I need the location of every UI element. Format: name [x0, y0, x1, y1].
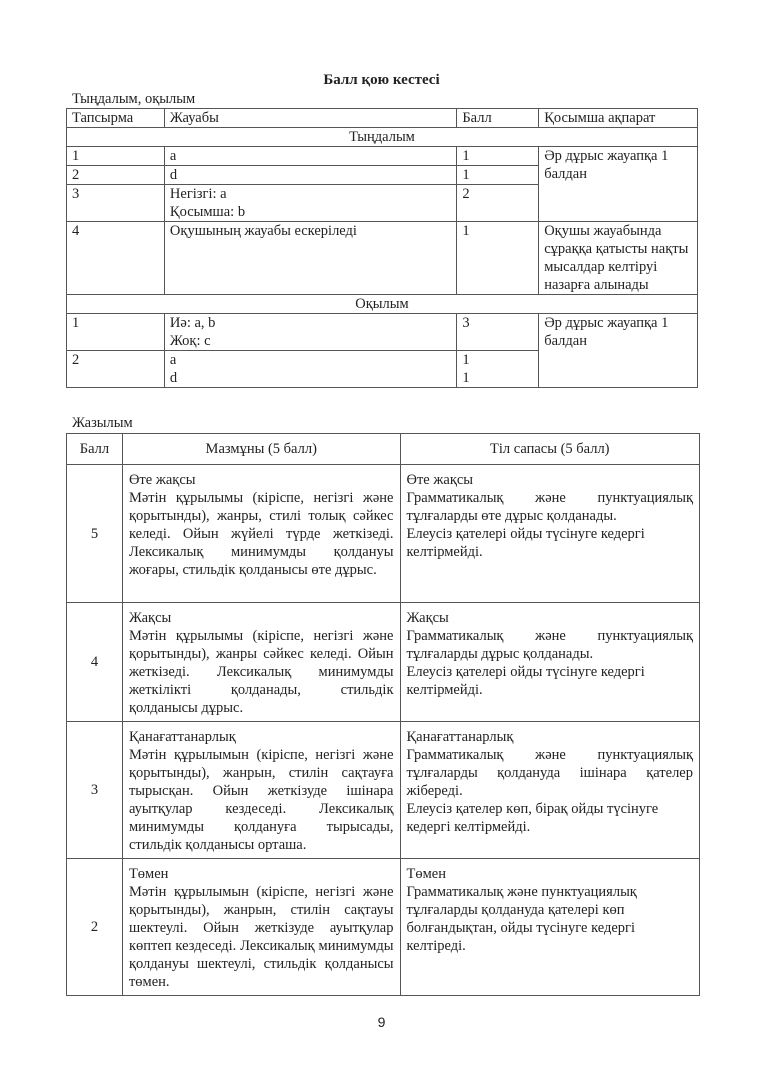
content-criteria: Қанағаттанарлық Мәтін құрылымын (кіріспе, негізгі және қорытынды), жанрын, стилін сақтауға тырысқан. Ойын жеткізуде ішінара ауытқулар кездеседі. Лексикалық минимумды қолдануға тырысады, стильдік қолданысы орташа. — [122, 722, 400, 859]
table-row — [67, 314, 698, 351]
header-score: Балл — [457, 109, 539, 128]
subheader-listening: Тыңдалым — [67, 128, 698, 147]
additional-info: Әр дұрыс жауапқа 1 балдан — [539, 147, 698, 222]
language-criteria: Өте жақсы Грамматикалық және пунктуациялық тұлғаларды өте дұрыс қолданады. Елеусіз қателері ойды түсінуге кедергі келтірмейді. — [400, 465, 700, 603]
language-criteria: Қанағаттанарлық Грамматикалық және пунктуациялық тұлғаларды қолдануда ішінара қателер жібереді. Елеусіз қателер көп, бірақ ойды түсінуге кедергі келтірмейді. — [400, 722, 700, 859]
answer: a d — [164, 351, 456, 388]
table-row — [67, 722, 700, 859]
language-criteria: Жақсы Грамматикалық және пунктуациялық тұлғаларды дұрыс қолданады. Елеусіз қателері ойды түсінуге кедергі келтірмейді. — [400, 603, 700, 722]
answer: a — [164, 147, 456, 166]
task-number: 1 — [67, 147, 165, 166]
language-criteria: Төмен Грамматикалық және пунктуациялық тұлғаларды қолдануда қателері көп болғандықтан, ойды түсінуге кедергі келтіреді. — [400, 859, 700, 996]
table-row — [67, 147, 698, 166]
section-label-listening-reading: Тыңдалым, оқылым — [72, 91, 196, 107]
score: 5 — [67, 465, 123, 603]
section-label-writing: Жазылым — [72, 415, 133, 431]
table-row — [67, 222, 698, 295]
header-score: Балл — [67, 434, 123, 465]
writing-table — [66, 433, 700, 996]
content-criteria: Жақсы Мәтін құрылымы (кіріспе, негізгі және қорытынды), жанры сәйкес келеді. Ойын жеткізеді. Лексикалық минимумды жеткілікті қолданады, стильдік қолданысы дұрыс. — [122, 603, 400, 722]
table-header-row — [67, 109, 698, 128]
page-number: 9 — [377, 1014, 386, 1030]
answer: Иә: a, b Жоқ: c — [164, 314, 456, 351]
additional-info: Әр дұрыс жауапқа 1 балдан — [539, 314, 698, 388]
score: 3 — [457, 314, 539, 351]
score: 1 — [457, 147, 539, 166]
score: 2 — [67, 859, 123, 996]
table-row — [67, 859, 700, 996]
task-number: 2 — [67, 351, 165, 388]
task-number: 3 — [67, 185, 165, 222]
table-row — [67, 603, 700, 722]
header-additional-info: Қосымша ақпарат — [539, 109, 698, 128]
subheader-reading: Оқылым — [67, 295, 698, 314]
score: 1 1 — [457, 351, 539, 388]
answer: d — [164, 166, 456, 185]
task-number: 4 — [67, 222, 165, 295]
answer: Негізгі: a Қосымша: b — [164, 185, 456, 222]
page-title: Балл қою кестесі — [323, 72, 440, 88]
header-content: Мазмұны (5 балл) — [122, 434, 400, 465]
header-answer: Жауабы — [164, 109, 456, 128]
table-row — [67, 465, 700, 603]
additional-info: Оқушы жауабында сұраққа қатысты нақты мысалдар келтіруі назарға алынады — [539, 222, 698, 295]
listening-reading-table — [66, 108, 698, 388]
header-task: Тапсырма — [67, 109, 165, 128]
header-language-quality: Тіл сапасы (5 балл) — [400, 434, 700, 465]
score: 4 — [67, 603, 123, 722]
task-number: 1 — [67, 314, 165, 351]
score: 1 — [457, 166, 539, 185]
table-header-row — [67, 434, 700, 465]
content-criteria: Төмен Мәтін құрылымын (кіріспе, негізгі және қорытынды), жанрын, стилін сақтауы шектеулі. Ойын жеткізуде ауытқулар көптеп кездеседі. Лексикалық минимумды қолдануы шектеулі, стильдік қолданысы төмен. — [122, 859, 400, 996]
answer: Оқушының жауабы ескеріледі — [164, 222, 456, 295]
score: 2 — [457, 185, 539, 222]
content-criteria: Өте жақсы Мәтін құрылымы (кіріспе, негізгі және қорытынды), жанры, стилі толық сәйкес келеді. Ойын жүйелі түрде жеткізеді. Лексикалық минимумды қолдануы жоғары, стильдік қолданысы өте дұрыс. — [122, 465, 400, 603]
score: 3 — [67, 722, 123, 859]
task-number: 2 — [67, 166, 165, 185]
score: 1 — [457, 222, 539, 295]
